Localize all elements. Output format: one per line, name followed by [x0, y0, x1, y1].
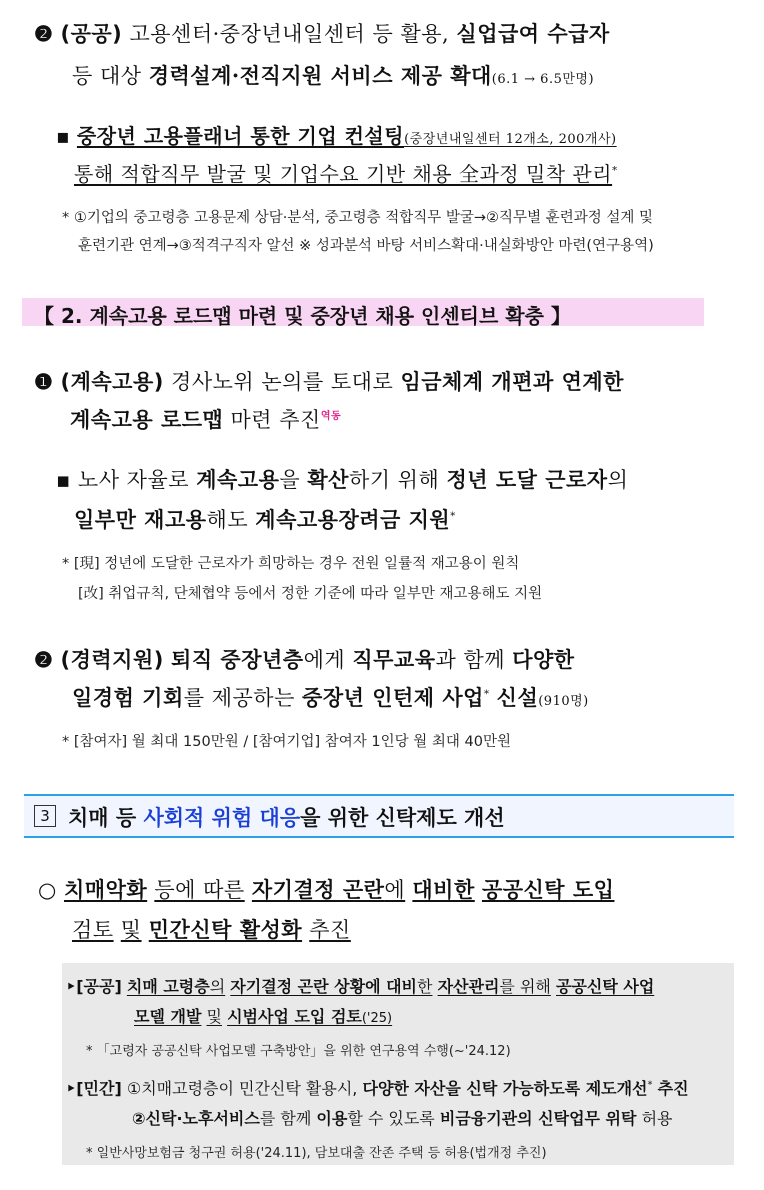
note-consulting-line1: * ①기업의 중고령층 고용문제 상담·분석, 중고령층 적합직무 발굴→②직무별 훈련과정 설계 및	[62, 210, 653, 226]
note-career: * [참여자] 월 최대 150만원 / [참여기업] 참여자 1인당 월 최대 40만원	[62, 734, 511, 750]
item-continued-line2: 계속고용 로드맵 마련 추진$^{역동}$	[70, 407, 342, 432]
number-1-icon: ❶	[34, 369, 54, 394]
item-trust-line1: ○ 치매악화 등에 따른 자기결정 곤란에 대비한 공공신탁 도입	[38, 877, 615, 902]
public-trust-line2: 모델 개발 및 시범사업 도입 검토('25)	[134, 1007, 393, 1026]
section-2-header	[22, 298, 704, 326]
number-2-icon: ❷	[34, 21, 54, 46]
item-continued-line1: ❶ (계속고용) 경사노위 논의를 토대로 임금체계 개편과 연계한	[34, 369, 624, 394]
item-career-line1: ❷ (경력지원) 퇴직 중장년층에게 직무교육과 함께 다양한	[34, 647, 575, 672]
item-public-line2: 등 대상 경력설계·전직지원 서비스 제공 확대(6.1 → 6.5만명)	[72, 63, 595, 88]
sub-consulting-line2: 통해 적합직무 발굴 및 기업수요 기반 채용 全과정 밀착 관리*	[74, 162, 618, 186]
private-trust-note: * 일반사망보험금 청구권 허용('24.11), 담보대출 잔존 주택 등 허용(법개정 추진)	[86, 1146, 547, 1161]
section-3-title: 치매 등 사회적 위험 대응을 위한 신탁제도 개선	[68, 806, 505, 830]
note-consulting-line2: 훈련기관 연계→③적격구직자 알선 ※ 성과분석 바탕 서비스확대·내실화방안 마련(연구용역)	[78, 238, 654, 254]
item-trust-line2: 검토 및 민간신탁 활성화 추진	[72, 917, 351, 942]
note-labor-line2: [改] 취업규칙, 단체협약 등에서 정한 기준에 따라 일부만 재고용해도 지원	[78, 586, 543, 602]
note-labor-line1: * [現] 정년에 도달한 근로자가 희망하는 경우 전원 일률적 재고용이 원칙	[62, 556, 520, 572]
sub-consulting-line1: ▪ 중장년 고용플래너 통한 기업 컨설팅(중장년내일센터 12개소, 200개사)	[56, 124, 617, 148]
number-2-icon: ❷	[34, 647, 54, 672]
dynamic-tag: 역동	[320, 411, 342, 422]
sub-labor-line1: ▪ 노사 자율로 계속고용을 확산하기 위해 정년 도달 근로자의	[56, 467, 629, 492]
section-3-number: 3	[34, 805, 56, 827]
private-trust-line2: ②신탁·노후서비스를 함께 이용할 수 있도록 비금융기관의 신탁업무 위탁 허용	[132, 1109, 673, 1128]
item-public-line1: ❷ (공공) 고용센터·중장년내일센터 등 활용, 실업급여 수급자	[34, 21, 610, 46]
public-trust-note: * 「고령자 공공신탁 사업모델 구축방안」을 위한 연구용역 수행(~'24.12)	[86, 1044, 511, 1059]
section-3-header	[24, 794, 734, 838]
private-trust-line1: ‣[민간] ①치매고령층이 민간신탁 활용시, 다양한 자산을 신탁 가능하도록 제도개선* 추진	[66, 1079, 689, 1098]
sub-labor-line2: 일부만 재고용해도 계속고용장려금 지원*	[74, 507, 456, 532]
public-trust-line1: ‣[공공] 치매 고령층의 자기결정 곤란 상황에 대비한 자산관리를 위해 공공신탁 사업	[66, 977, 655, 996]
item-career-line2: 일경험 기회를 제공하는 중장년 인턴제 사업* 신설(910명)	[72, 685, 589, 710]
section-2-title: 【 2. 계속고용 로드맵 마련 및 중장년 채용 인센티브 확충 】	[34, 304, 571, 328]
